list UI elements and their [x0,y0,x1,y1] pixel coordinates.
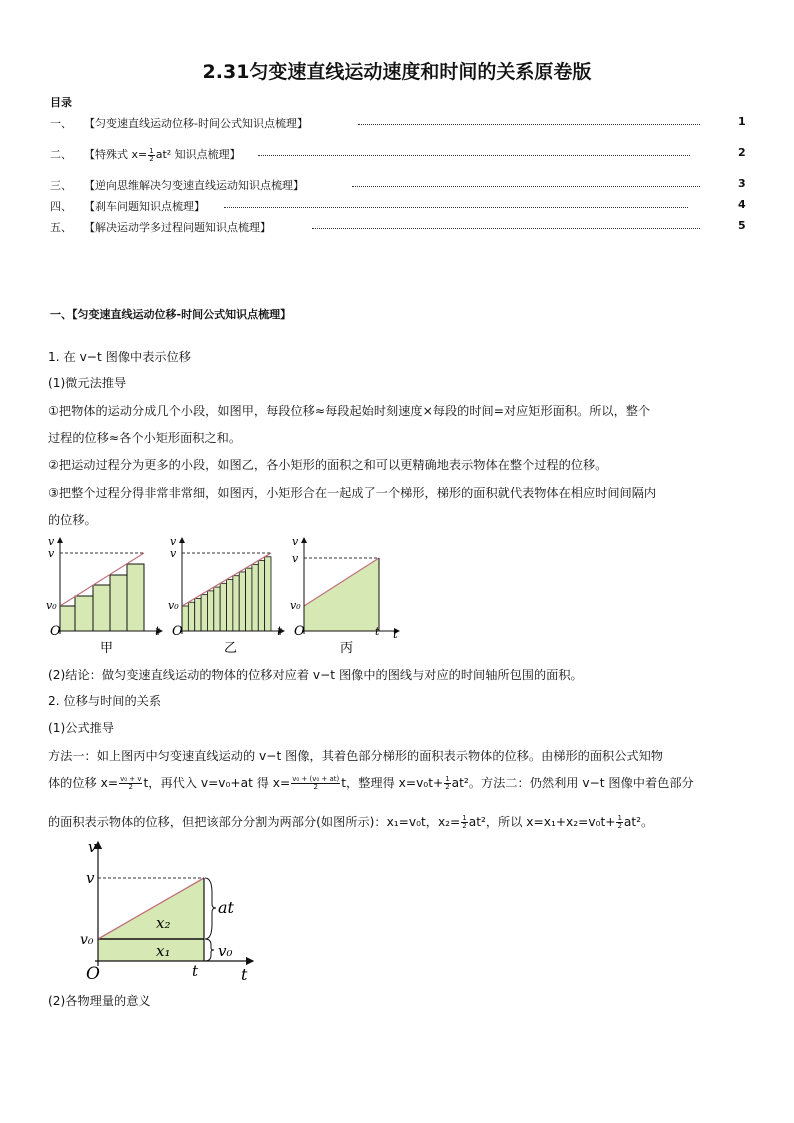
v-tick-label: v [48,547,55,560]
v0-label: v₀ [46,599,57,612]
t-tick-label: t [375,625,380,638]
toc-text: 【逆向思维解决匀变速直线运动知识点梳理】 [84,179,304,192]
micro-rectangle [252,564,258,631]
at-label: at [218,898,234,917]
toc-text: 【特殊式 x= $\frac{1}{2}$ at² 知识点梳理】 [84,146,241,163]
toc-leader [312,228,700,229]
toc-number: 五、 [50,221,72,234]
axis-t-label: t [393,627,398,641]
micro-rectangle [188,602,194,631]
toc-number: 一、 [50,117,72,130]
v-tick-label: v [86,869,95,887]
micro-rectangle [214,587,220,631]
toc-leader [224,207,688,208]
paragraph: 的位移。 [48,513,97,527]
toc-number: 三、 [50,179,72,192]
t-tick-label: t [192,962,199,980]
micro-rectangle [233,576,239,631]
micro-rectangle [265,557,271,631]
paragraph: 1. 在 v−t 图像中表示位移 [48,350,191,364]
v0-brace-label: v₀ [218,942,233,960]
axis-v-label: v [48,535,55,548]
paragraph: (1)微元法推导 [48,376,127,390]
micro-rectangle [246,568,252,631]
paragraph: (1)公式推导 [48,721,115,735]
axis-t-label: t [155,624,160,638]
micro-rectangle [258,561,264,631]
figure-bing [290,535,399,656]
figure-bing-caption: 丙 [340,641,354,656]
toc-item-1[interactable] [50,115,750,129]
origin-label: O [172,624,183,639]
section-heading: 一、【匀变速直线运动位移-时间公式知识点梳理】 [50,308,292,321]
toc-text: 【刹车问题知识点梳理】 [84,200,205,213]
v0-label: v₀ [80,932,94,948]
vt-figure-split-area [78,838,268,988]
paragraph-formula: 体的位移 x= $\frac{\text{v₀ + v}}{2}$ t，再代入 v=v₀+at 得 x= $\frac{\text{v₀ + (v₀ + at)}}{2}$ t，整理得 x=v₀t+ $\frac{1}{2}$ at²。方法二：仍然利用 v−t 图像中着色部分 [48,775,694,791]
vt-figures-jia-yi-bing [44,534,406,662]
toc-leader [258,155,690,156]
paragraph-formula: 的面积表示物体的位移，但把该部分分割为两部分(如图所示)：x₁=v₀t，x₂= $\frac{1}{2}$ at²，所以 x=x₁+x₂=v₀t+ $\frac{1}{2}$ at²。 [48,814,654,830]
paragraph: 过程的位移≈各个小矩形面积之和。 [48,431,242,445]
toc-page: 1 [738,115,746,128]
paragraph: 方法一：如上图丙中匀变速直线运动的 v−t 图像，其着色部分梯形的面积表示物体的位移。由梯形的面积公式知物 [48,749,663,763]
toc-leader [352,186,700,187]
figure-yi [168,535,284,656]
paragraph: (2)各物理量的意义 [48,994,151,1008]
paragraph: 2. 位移与时间的关系 [48,694,162,708]
toc-number: 二、 [50,148,72,161]
v-tick-label: v [292,552,299,565]
micro-rectangle [207,591,213,631]
toc-page: 2 [738,146,746,159]
micro-rectangle [220,583,226,631]
x2-label: x₂ [156,914,171,932]
axis-t-label: t [241,965,248,984]
page-title: 2.31匀变速直线运动速度和时间的关系原卷版 [202,61,592,83]
toc-heading: 目录 [50,96,72,109]
axis-v-label: v [292,535,299,548]
toc-item-5[interactable] [50,219,750,233]
v-tick-label: v [170,547,177,560]
v0-label: v₀ [168,599,179,612]
toc-item-2[interactable] [50,146,750,163]
paragraph: ②把运动过程分为更多的小段，如图乙，各小矩形的面积之和可以更精确地表示物体在整个过程的位移。 [48,458,608,472]
origin-label: O [294,624,305,639]
paragraph: ①把物体的运动分成几个小段，如图甲，每段位移≈每段起始时刻速度×每段的时间=对应矩形面积。所以，整个 [48,404,651,418]
figure-yi-caption: 乙 [224,641,238,656]
toc-item-3[interactable] [50,177,750,191]
origin-label: O [50,624,61,639]
toc-item-4[interactable] [50,198,750,212]
v0-label: v₀ [290,599,301,612]
micro-rectangle [239,572,245,631]
toc-number: 四、 [50,200,72,213]
x1-label: x₁ [156,942,171,960]
micro-rectangle [227,580,233,632]
axis-t-label: t [277,624,282,638]
toc-text: 【解决运动学多过程问题知识点梳理】 [84,221,271,234]
toc-text: 【匀变速直线运动位移-时间公式知识点梳理】 [84,117,308,130]
paragraph: ③把整个过程分得非常非常细，如图丙，小矩形合在一起成了一个梯形，梯形的面积就代表物体在相应时间间隔内 [48,486,657,500]
origin-label: O [86,964,100,984]
paragraph: (2)结论：做匀变速直线运动的物体的位移对应着 v−t 图像中的图线与对应的时间轴所包围的面积。 [48,668,583,682]
axis-v-label: v [88,838,97,856]
axis-v-label: v [170,535,177,548]
figure-jia-caption: 甲 [100,641,114,656]
micro-rectangle [201,595,207,631]
figure-jia [46,535,162,656]
toc-page: 5 [738,219,746,232]
toc-page: 4 [738,198,746,211]
toc-page: 3 [738,177,746,190]
micro-rectangle [195,598,201,631]
toc-leader [358,124,700,125]
micro-rectangle [182,606,188,631]
